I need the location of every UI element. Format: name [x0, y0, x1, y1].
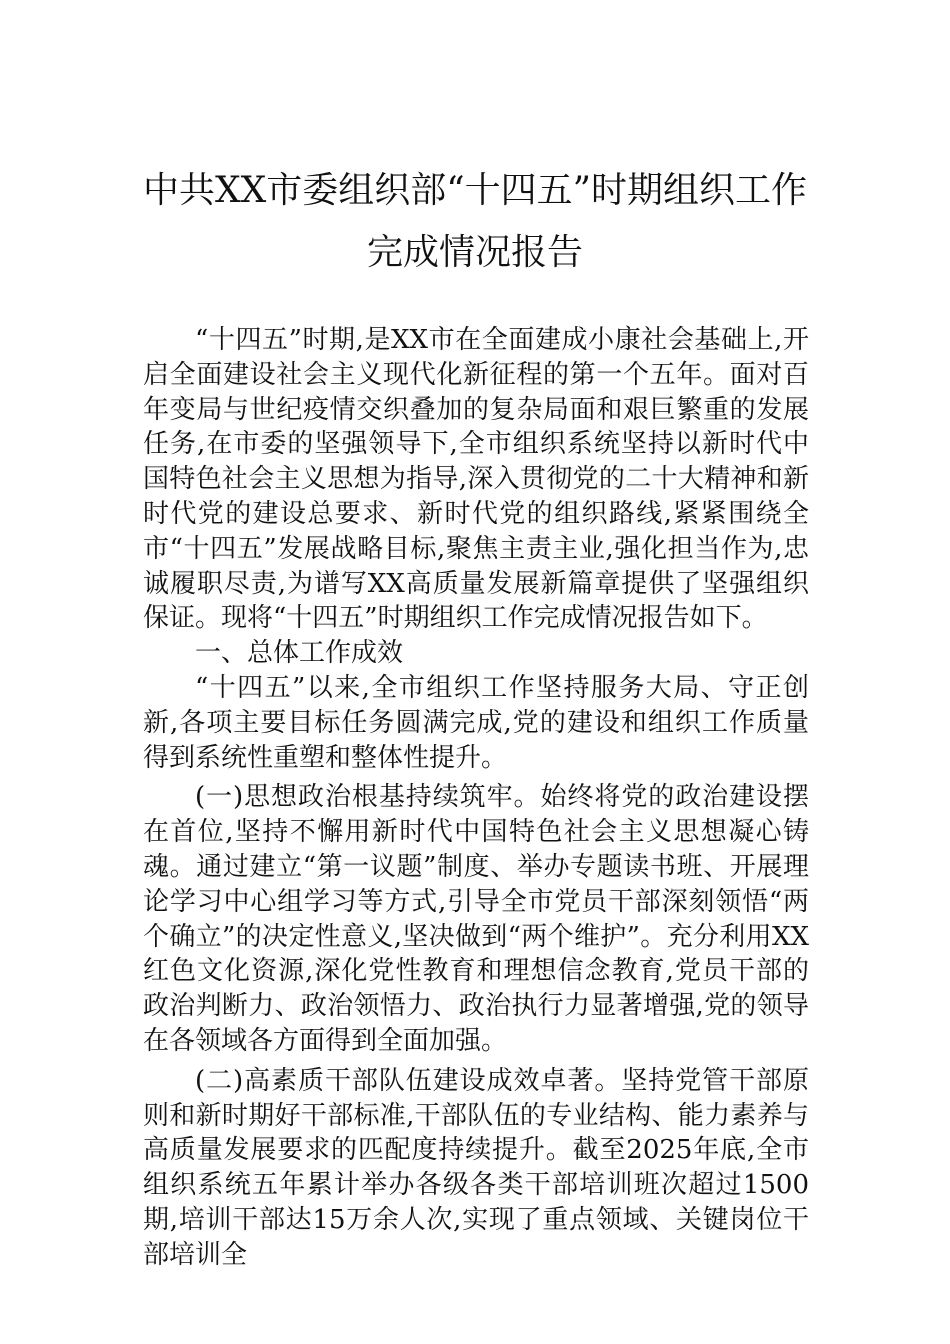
- subsection-ideological-political-paragraph: (一)思想政治根基持续筑牢。始终将党的政治建设摆在首位,坚持不懈用新时代中国特色社会主义思想凝心铸魂。通过建立“第一议题”制度、举办专题读书班、开展理论学习中心组学习等方式,引导全市党员干部深刻领悟“两个确立”的决定性意义,坚决做到“两个维护”。充分利用XX红色文化资源,深化党性教育和理想信念教育,党员干部的政治判断力、政治领悟力、政治执行力显著增强,党的领导在各领域各方面得到全面加强。: [143, 782, 809, 1056]
- subsection-cadre-team-paragraph: (二)高素质干部队伍建设成效卓著。坚持党管干部原则和新时期好干部标准,干部队伍的专业结构、能力素养与高质量发展要求的匹配度持续提升。截至2025年底,全市组织系统五年累计举办各级各类干部培训班次超过1500期,培训干部达15万余人次,实现了重点领域、关键岗位干部培训全: [143, 1065, 809, 1270]
- intro-paragraph: “十四五”时期,是XX市在全面建成小康社会基础上,开启全面建设社会主义现代化新征程的第一个五年。面对百年变局与世纪疫情交织叠加的复杂局面和艰巨繁重的发展任务,在市委的坚强领导下,全市组织系统坚持以新时代中国特色社会主义思想为指导,深入贯彻党的二十大精神和新时代党的建设总要求、新时代党的组织路线,紧紧围绕全市“十四五”发展战略目标,聚焦主责主业,强化担当作为,忠诚履职尽责,为谱写XX高质量发展新篇章提供了坚强组织保证。现将“十四五”时期组织工作完成情况报告如下。: [143, 325, 809, 634]
- document-title: [120, 160, 830, 284]
- section-heading-overall-results: 一、总体工作成效: [195, 638, 404, 669]
- document-body: [143, 323, 809, 1273]
- title-line-1: 中共XX市委组织部“十四五”时期组织工作: [142, 170, 808, 211]
- title-line-2: 完成情况报告: [366, 232, 583, 273]
- overall-results-paragraph: “十四五”以来,全市组织工作坚持服务大局、守正创新,各项主要目标任务圆满完成,党的建设和组织工作质量得到系统性重塑和整体性提升。: [143, 672, 809, 773]
